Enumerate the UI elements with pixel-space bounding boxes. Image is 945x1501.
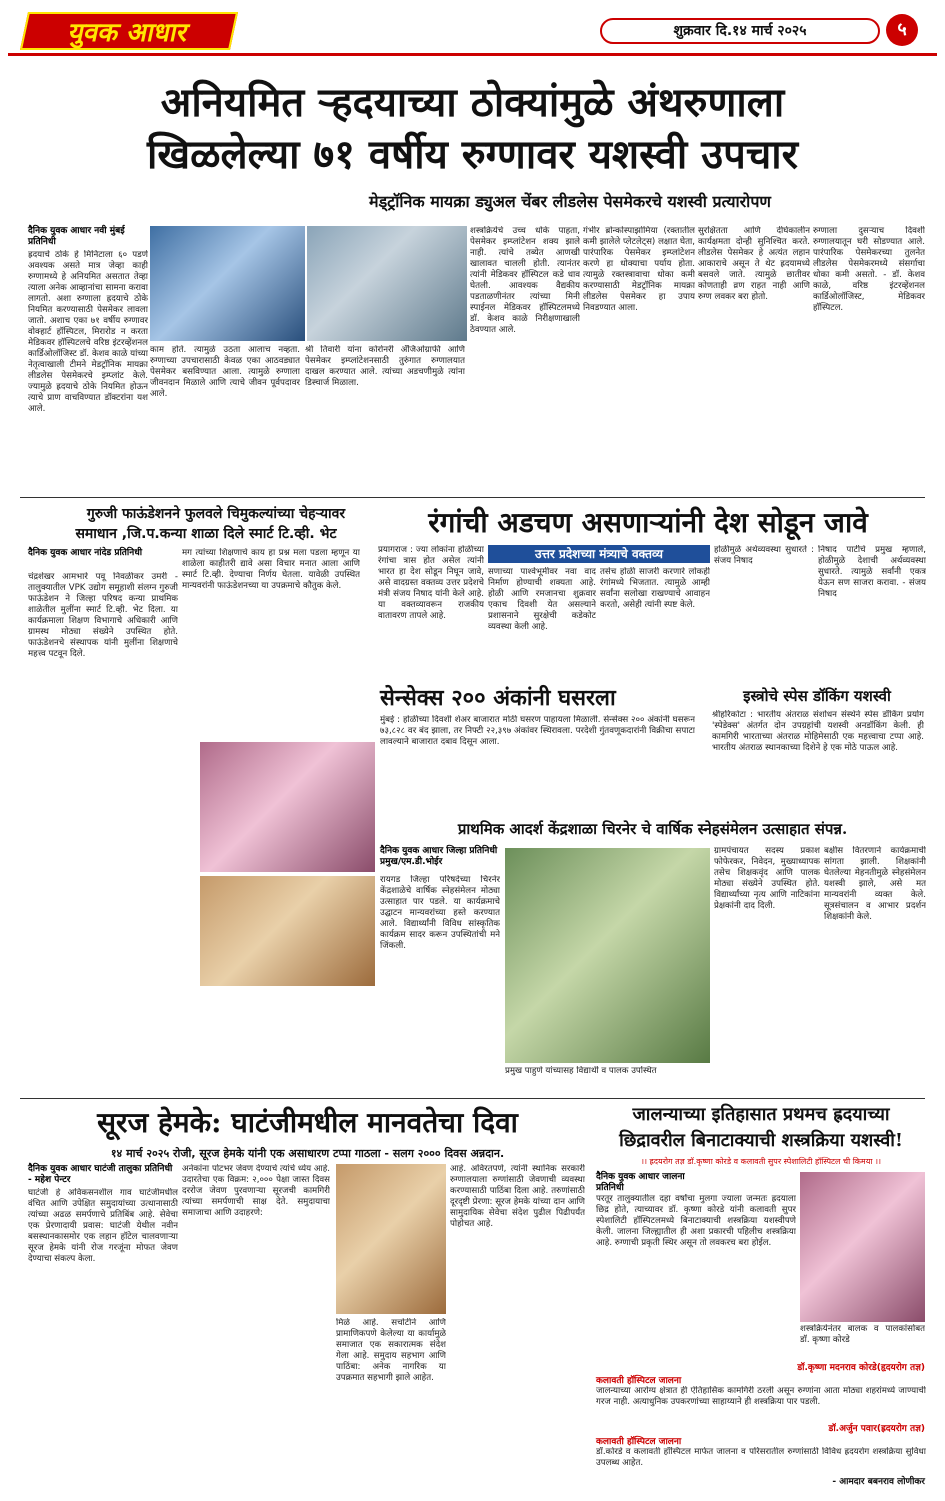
rangachi-col1: प्रयागराज : ज्या लोकांना होळीच्या रंगांचा त्रास होत असेल त्यांनी भारत हा देश सोडून निघून जावे, असे वादग्रस्त वक्तव्य उत्तर प्रदेशचे मंत्री संजय निषाद यांनी केले आहे. या वक्तव्यावरून राजकीय वातावरण तापले आहे. [378, 545, 484, 621]
jalna-headline-line2: छिद्रावरील बिनाटाक्याची शस्त्रक्रिया यशस्वी! [619, 1130, 903, 1151]
lead-col7: रुग्णाला दुसऱ्याच दिवशी रुग्णालयातून घरी सोडण्यात आले. पारंपारिक पेसमेकरच्या तुलनेत लीडलेस पेसमेकरमध्ये संसर्गाचा धोका कमी असतो. - डॉ. केशव काळे, वरिष्ठ इंटरव्हेंशनल कार्डिओलॉजिस्ट, मेडिकवर हॉस्पिटल. [813, 226, 925, 313]
lead-col4: शस्त्रक्रियेचे उच्च धोके पाहता, पेसमेकर इम्प्लांटेशन शक्य झाले नाही. त्यांचे तब्येत आणखी खालावत चालली होती. त्यानंतर त्यांनी मेडिकवर हॉस्पिटल कडे धाव घेतली. आवश्यक वैद्यकीय पडताळणीनंतर त्यांच्या मिनी स्पाईनल मेडिकवर हॉस्पिटलमध्ये डॉ. केशव काळे निरीक्षणाखाली ठेवण्यात आले. [470, 226, 580, 335]
jalna-footer-sig: - आमदार बबनराव लोणीकर [832, 1477, 925, 1487]
suraj-byline: दैनिक युवक आधार घाटंजी तालुका प्रतिनिधी - महेश पेन्टर [28, 1164, 173, 1185]
prathamik-col3: बक्षीस वितरणाने कार्यक्रमाची सांगता झाली. शिक्षकांनी घेतलेल्या मेहनतीमुळे स्नेहसंमेलन यशस्वी झाले, असे मत मान्यवरांनी व्यक्त केले. सूत्रसंचालन व आभार प्रदर्शन शिक्षकांनी केले. [824, 846, 926, 922]
dateline: शुक्रवार दि.१४ मार्च २०२५ [600, 18, 880, 44]
guruji-byline: दैनिक युवक आधार नांदेड प्रतिनिधी [28, 548, 143, 558]
guruji-photo-2 [200, 876, 375, 986]
guruji-headline-line1: गुरुजी फाऊंडेशनने फुलवले चिमुकल्यांच्या चेहऱ्यावर [86, 506, 346, 522]
prathamik-headline: प्राथमिक आदर्श केंद्रशाळा चिरनेर चे वार्षिक स्नेहसंमेलन उत्साहात संपन्न. [457, 820, 848, 838]
sensex-headline: सेन्सेक्स २०० अंकांनी घसरला [380, 685, 616, 711]
section-divider [20, 497, 925, 498]
isro-body: श्रीहरिकोटा : भारतीय अंतराळ संशोधन संस्थेने स्पेस डॉकिंग प्रयोग 'स्पेडेक्स' अंतर्गत दोन उपग्रहांची यशस्वी अनडॉकिंग केली. ही कामगिरी भारताच्या अंतराळ मोहिमेसाठी एक महत्त्वाचा टप्पा आहे. भारतीय अंतराळ स्थानकाच्या दिशेने हे एक मोठे पाऊल आहे. [712, 710, 924, 753]
jalna-doctor-2: डॉ.अर्जुन पवार(ह्रदयरोग तज्ञ) [828, 1424, 925, 1434]
guruji-photo-1 [200, 742, 375, 872]
suraj-col2: अनेकांना पोटभर जेवण देण्याचे त्यांचे ध्येय आहे. उदारतेचा एक विक्रम: २,००० पेक्षा जास्त दिवस दररोज जेवण पुरवणाऱ्या सूरजची कामगिरी त्यांच्या समर्पणाची साक्ष देते. समुदायाचा समाजाचा आणि उदाहरणे: [182, 1164, 330, 1218]
jalna-hospital-1: कलावती हॉस्पिटल जालना [596, 1376, 682, 1386]
prathamik-col1: रायगड जिल्हा परिषदेच्या चिरनेर केंद्रशाळेचे वार्षिक स्नेहसंमेलन मोठ्या उत्साहात पार पडले. या कार्यक्रमाचे उद्घाटन मान्यवरांच्या हस्ते करण्यात आले. विद्यार्थ्यांनी विविध सांस्कृतिक कार्यक्रम सादर करून उपस्थितांची मने जिंकली. [380, 875, 500, 951]
suraj-headline: सूरज हेमके: घाटंजीमधील मानवतेचा दिवा [97, 1106, 518, 1139]
guruji-col1: चंद्रशेखर आमभारे पवू निवळीकर उमरी - तालुक्यातील VPK उद्योग समूहाशी संलग्न गुरुजी फाऊंडेशन ने जिल्हा परिषद कन्या प्राथमिक शाळेतील मुलींना स्मार्ट टि.व्ही. भेट दिला. या कार्यक्रमाला शिक्षण विभागाचे अधिकारी आणि ग्रामस्थ मोठ्या संख्येने उपस्थित होते. फाऊंडेशनचे संस्थापक यांनी मुलींना शिक्षणाचे महत्त्व पटवून दिले. [28, 572, 178, 659]
suraj-col3: मिळे आहे. सचोटीने आणि प्रामाणिकपणे केलेल्या या कार्यामुळे समाजात एक सकारात्मक संदेश गेला आहे. समुदाय सहभाग आणि पाठिंबा: अनेक नागरिक या उपक्रमात सहभागी झाले आहेत. [336, 1318, 446, 1383]
lead-subhead: मेड्ट्रॉनिक मायक्रा ड्युअल चेंबर लीडलेस पेसमेकरचे यशस्वी प्रत्यारोपण [369, 192, 771, 211]
lead-col1: ह्रदयाचे ठोके हे मिनिटाला ६० पडणे अवश्यक असते मात्र जेव्हा काही रुग्णामध्ये हे अनियमित असतात तेव्हा त्याला अनेक आव्हानांचा सामना करावा लागतो. अशा रुग्णाला ह्रदयाचे ठोके नियमित करण्यासाठी पेसमेकर लावला जातो. अशाच एका ७१ वर्षीय रुग्णावर वोक्हार्ट हॉस्पिटल, मिरारोड न करता मेडिकवर हॉस्पिटलचे वरिष्ठ इंटरव्हेंशनल कार्डिओलॉजिस्ट डॉ. केशव काळे यांच्या नेतृत्वाखाली टीमने मेडट्रॉनिक मायक्रा लीडलेस पेसमेकरचे इम्प्लांट केले. ज्यामुळे ह्रदयाचे ठोके नियमित होऊन त्याचे प्राण वाचविण्यात डॉक्टरांना यश आले. [28, 250, 148, 414]
jalna-photo-caption: शस्त्रक्रियेनंतर बालक व पालकांसोबत डॉ. कृष्णा कोरडे [800, 1324, 925, 1345]
jalna-photo [800, 1172, 925, 1322]
prathamik-col2: ग्रामपंचायत सदस्य प्रकाश फोफेरकर, निवेदन, मुख्याध्यापक तसेच शिक्षकवृंद आणि पालक मोठ्या संख्येने उपस्थित होते. विद्यार्थ्यांच्या नृत्य आणि नाटिकांना प्रेक्षकांनी दाद दिली. [714, 846, 820, 911]
rangachi-headline: रंगांची अडचण असणाऱ्यांनी देश सोडून जावे [428, 506, 868, 539]
lead-col2: काम होते. त्यामुळे उठता आलाच नव्हता. रुग्णाच्या उपचारासाठी केवळ एका आठवड्यात पेसमेकर बसविण्यात आला. त्यामुळे रुग्णाला जीवनदान मिळाले आणि त्याचे जीवन पूर्वपदावर आले. [150, 345, 300, 399]
rangachi-col2: सणाच्या पार्श्वभूमीवर नवा वाद निर्माण होण्याची शक्यता आहे. होळी आणि रमजानचा शुक्रवार एकाच दिवशी येत असल्याने प्रशासनाने सुरक्षेची कडेकोट व्यवस्था केली आहे. [488, 567, 596, 632]
lead-photo-2 [307, 226, 467, 341]
suraj-subhead: १४ मार्च २०२५ रोजी, सूरज हेमके यांनी एक असाधारण टप्पा गाठला - सलग २००० दिवस अन्नदान. [110, 1147, 505, 1160]
rangachi-sig: होळीमुळे अर्थव्यवस्था सुधारते : संजय निषाद [714, 545, 814, 566]
lead-col6: सुरक्षितता आणि दीर्घकालीन कार्यक्षमता दोन्ही सुनिश्चित करते. लीडलेस पेसमेकर हे अत्यंत लहान आकाराचे असून ते थेट ह्रदयामध्ये बसवले जाते. त्यामुळे छातीवर कोणताही व्रण राहत नाही आणि रुग्ण लवकर बरा होतो. [698, 226, 810, 302]
suraj-col1: घाटंजी हे अविकसनशील गाव घाटंजीमधील वंचित आणि उपेक्षित समुदायांच्या उत्थानासाठी त्यांच्या अढळ समर्पणाचे प्रतिबिंब आहे. सेवेचा एक प्रेरणादायी प्रवास: घाटंजी येथील नवीन बसस्थानकासमोर एक लहान हॉटेल चालवणाऱ्या सूरज हेमके यांनी रोज गरजूंना मोफत जेवण देण्याचा संकल्प केला. [28, 1188, 178, 1264]
rangachi-col4: निषाद पार्टीचे प्रमुख म्हणाले, होळीमुळे देशाची अर्थव्यवस्था सुधारते. त्यामुळे सर्वांनी एकत्र येऊन सण साजरा करावा. - संजय निषाद [818, 545, 926, 599]
lead-col3: श्री तिवारी यांना कोरोनरी अँजिओग्राफी आणि पेसमेकर इम्प्लांटेशनसाठी तुरुंगात रुग्णालयात दाखल करण्यात आले. त्यांच्या अडचणीमुळे त्यांना डिस्चार्ज मिळाला. [305, 345, 465, 388]
jalna-tag: ।। ह्रदयरोग तज्ञ डॉ.कृष्णा कोरडे व कलावती सुपर स्पेशालिटी हॉस्पिटल ची किमया ।। [640, 1157, 882, 1166]
isro-headline: इस्त्रोचे स्पेस डॉकिंग यशस्वी [743, 687, 891, 705]
jalna-doctor-1: डॉ.कृष्णा मदनराव कोरडे(हृदयरोग तज्ञ) [797, 1363, 925, 1373]
lead-byline: दैनिक युवक आधार नवी मुंबई प्रतिनिधी [28, 226, 125, 247]
rangachi-tag: उत्तर प्रदेशच्या मंत्र्याचे वक्तव्य [488, 545, 710, 563]
sensex-body: मुंबई : होळीच्या दिवशी शेअर बाजारात मोठी घसरण पाहायला मिळाली. सेन्सेक्स २०० अंकांनी घसरून ७३,८२८ वर बंद झाला, तर निफ्टी २२,३९७ अंकांवर स्थिरावला. परदेशी गुंतवणूकदारांनी विक्रीचा सपाटा लावल्याने बाजारात दबाव दिसून आला. [380, 715, 695, 747]
jalna-headline-line1: जालन्याच्या इतिहासात प्रथमच ह्रदयाच्या [632, 1104, 890, 1125]
lead-col5: गंभीर ब्रोन्कोस्पाझोमिया (रक्तातील कमी झालेले प्लेटलेट्स) लक्षात घेता, पारंपारिक पेसमेकर इम्प्लांटेशन करणे हा धोक्याचा पर्याय होता. त्यामुळे रक्तस्त्रावाचा धोका कमी करण्यासाठी मेडट्रॉनिक मायक्रा लीडलेस पेसमेकर हा उपाय निवडण्यात आला. [583, 226, 695, 313]
jalna-body: परतूर तालुक्यातील दहा वर्षांचा मुलगा ज्याला जन्मतः ह्रदयाला छिद्र होते, त्याच्यावर डॉ. कृष्णा कोरडे यांनी कलावती सुपर स्पेशालिटी हॉस्पिटलमध्ये बिनाटाक्याची शस्त्रक्रिया यशस्वीपणे केली. जालना जिल्ह्यातील ही अशा प्रकारची पहिलीच शस्त्रक्रिया आहे. रुग्णाची प्रकृती स्थिर असून तो लवकरच बरा होईल. [596, 1194, 796, 1248]
jalna-hospital-2: कलावती हॉस्पिटल जालना [596, 1437, 682, 1447]
jalna-byline: दैनिक युवक आधार जालना प्रतिनिधी [596, 1172, 685, 1193]
lead-photo-1 [150, 226, 305, 341]
section-divider-2 [20, 1098, 925, 1099]
guruji-col2: मग त्यांच्या शिक्षणाचे काय हा प्रश्न मला पडला म्हणून या शाळेला काहीतरी द्यावे असा विचार मनात आला आणि स्मार्ट टि.व्ही. देण्याचा निर्णय घेतला. यावेळी उपस्थित मान्यवरांनी फाऊंडेशनच्या या उपक्रमाचे कौतुक केले. [182, 548, 360, 591]
page-number: ५ [886, 14, 918, 46]
jalna-body-3: डॉ.कोरडे व कलावती हॉस्पिटल मार्फत जालना व परिसरातील रुग्णांसाठी विविध ह्रदयरोग शस्त्रक्रिया सुविधा उपलब्ध आहेत. [596, 1447, 926, 1468]
lead-headline-line1: अनियमित ऱ्हदयाच्या ठोक्यांमुळे अंथरुणाला [160, 79, 785, 126]
newspaper-logo: युवक आधार [20, 12, 238, 50]
prathamik-byline: दैनिक युवक आधार जिल्हा प्रतिनिधी प्रमुख/एम.डी.भोईर [380, 846, 498, 867]
prathamik-caption: प्रमुख पाहुणे यांच्यासह विद्यार्थी व पालक उपस्थित [505, 1066, 657, 1076]
jalna-body-2: जालन्याच्या आरोग्य क्षेत्रात ही ऐतिहासिक कामगिरी ठरली असून रुग्णांना आता मोठ्या शहरांमध्ये जाण्याची गरज नाही. अत्याधुनिक उपकरणांच्या साहाय्याने ही शस्त्रक्रिया पार पडली. [596, 1386, 926, 1407]
guruji-headline-line2: समाधान ,जि.प.कन्या शाळा दिले स्मार्ट टि.व्ही. भेट [75, 526, 337, 542]
prathamik-photo [505, 848, 710, 1063]
suraj-portrait [336, 1164, 446, 1314]
rangachi-col3: तसेच होळी साजरी करणारे लोकही रंगांमध्ये भिजतात. त्यामुळे आम्ही सर्वांना सलोखा राखण्याचे आवाहन करतो, असेही त्यांनी स्पष्ट केले. [600, 567, 710, 610]
suraj-col4: आहे. अविरतपणे, त्यांनी स्थानिक सरकारी रुग्णालयाला रुग्णांसाठी जेवणाची व्यवस्था करण्यासाठी पाठिंबा दिला आहे. तरुणांसाठी दूरदृष्टी प्रेरणा: सूरज हेमके यांच्या दान आणि सामुदायिक सेवेचा संदेश पुढील पिढीपर्यंत पोहोचत आहे. [450, 1164, 585, 1229]
lead-headline-line2: खिळलेल्या ७१ वर्षीय रुग्णावर यशस्वी उपचार [147, 131, 798, 178]
